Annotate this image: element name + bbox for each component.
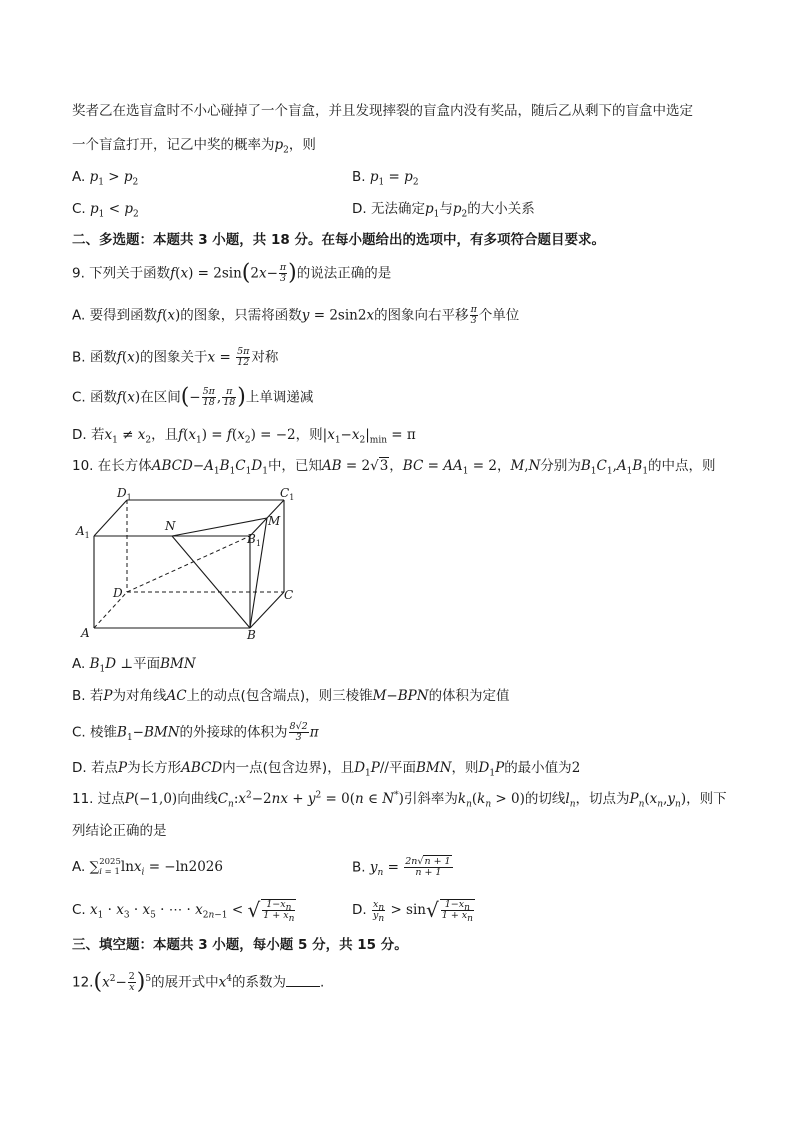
q8-line2: 一个盲盒打开，记乙中奖的概率为$p_2$，则 (72, 137, 316, 156)
q8-option-b: B. $p_1 = p_2$ (352, 169, 419, 188)
q11-option-c: C. $x_1 \cdot x_3 \cdot x_5$ · ⋯ · $x_{2n-1}$ < √ $\frac{1-x_n}{1 + x_n}$ (72, 898, 295, 924)
q10-option-b: B. 若P为对角线AC上的动点(包含端点)，则三棱锥M−BPN的体积为定值 (72, 688, 510, 704)
q11-option-a: A. ∑ 2025 i = 1 lnx$_i$ = −ln2026 (72, 857, 223, 878)
label-d1: $D_1$ (117, 486, 132, 502)
q10-option-c: C. 棱锥$B_1-BMN$的外接球的体积为 $\frac{8√2}{3}$ π (72, 721, 319, 744)
q9-option-c: C. 函数f(x)在区间(− $\frac{5\pi}{18}$ , $\frac{\pi}{18}$ )上单调递减 (72, 384, 314, 410)
q11-line2: 列结论正确的是 (72, 823, 167, 839)
q10-option-d: D. 若点P为长方形ABCD内一点(包含边界)，且$D_1P//$平面BMN，则$D_1P$的最小值为2 (72, 760, 581, 779)
q11-option-d: D. $\frac{x_n}{y_n}$ > sin√ $\frac{1-x_n}{1 + x_n}$ (352, 898, 473, 924)
q9-stem: 9. 下列关于函数f(x) = 2sin(2x− $\frac{\pi}{3}$ )的说法正确的是 (72, 260, 392, 286)
label-n: N (165, 519, 176, 533)
q11-stem: 11. 过点P(−1,0)向曲线$C_n:x^2-2nx + y^2 = 0(n$ ∈ N*)引斜率为$k_n(k_n > 0)$的切线$l_n$，切点为$P_n(x_n,y_n)$，则下 (72, 790, 727, 810)
label-c1: $C_1$ (280, 486, 295, 502)
label-a: A (81, 626, 90, 640)
q9-option-a: A. 要得到函数f(x)的图象，只需将函数y = 2sin2x的图象向右平移 $\frac{\pi}{3}$ 个单位 (72, 304, 520, 326)
q10-stem: 10. 在长方体$ABCD-A_1B_1C_1D_1$中，已知AB = 2√3，BC = $AA_1 = 2$，M,N分别为$B_1C_1,A_1B_1$的中点，则 (72, 458, 716, 477)
q8-line1: 奖者乙在选盲盒时不小心碰掉了一个盲盒，并且发现摔裂的盲盒内没有奖品，随后乙从剩下的盲盒中选定 (72, 103, 693, 119)
q8-option-a: A. $p_1 > p_2$ (72, 169, 139, 188)
q8-option-c: C. $p_1 < p_2$ (72, 201, 139, 220)
label-c: C (284, 588, 294, 602)
answer-blank[interactable] (286, 974, 320, 987)
segment-nb (172, 536, 250, 628)
label-d: D (113, 586, 123, 600)
q10-option-a: A. $B_1D$ ⊥平面BMN (72, 656, 196, 675)
hidden-diagonal-db1 (127, 536, 250, 592)
q12-stem: $12.(x^2-$ $\frac{2}{x}$ )$^5$的展开式中$x^4$的系数为 . (72, 969, 325, 995)
label-m: M (268, 514, 281, 528)
cuboid-figure (72, 482, 302, 642)
section-3-heading: 三、填空题：本题共 3 小题，每小题 5 分，共 15 分。 (72, 937, 408, 953)
label-a1: $A_1$ (76, 524, 90, 540)
section-2-heading: 二、多选题：本题共 3 小题，共 18 分。在每小题给出的选项中，有多项符合题目要求。 (72, 232, 605, 248)
label-b: B (247, 628, 256, 642)
q8-option-d: D. 无法确定$p_1$与$p_2$的大小关系 (352, 201, 535, 220)
label-b1: $B_1$ (247, 532, 261, 548)
q9-option-d: D. 若$x_1 \ne x_2$，且$f(x_1) = f(x_2) = -2$，则$|x_1-x_2|_{min} = \pi$ (72, 427, 416, 446)
q11-option-b: B. $y_n$ = $\frac{2n√n + 1}{n + 1}$ (352, 856, 451, 879)
edge-a1d1 (94, 500, 127, 536)
q9-option-b: B. 函数f(x)的图象关于x = $\frac{5\pi}{12}$ 对称 (72, 346, 279, 368)
